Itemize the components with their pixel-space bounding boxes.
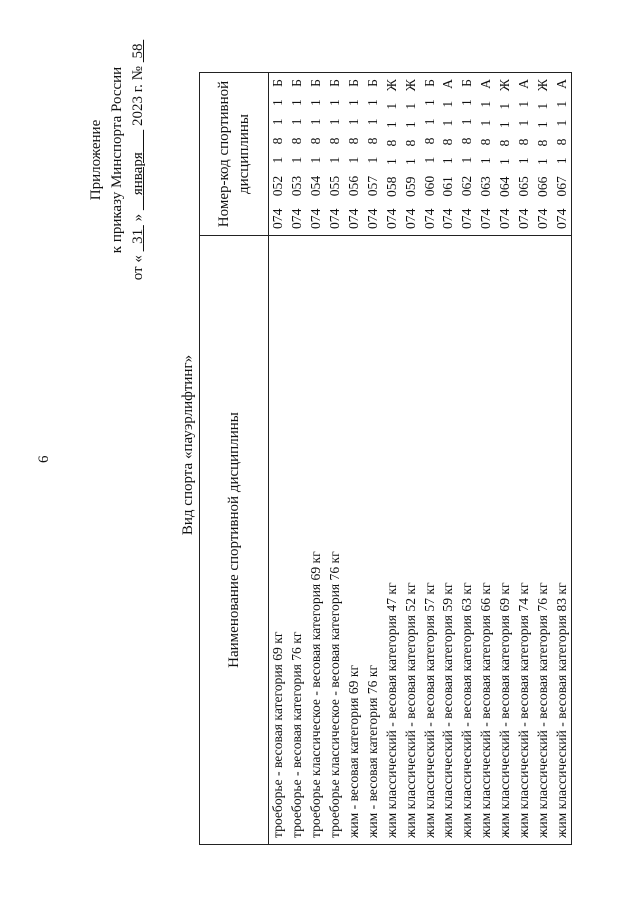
code-part: 066: [534, 176, 550, 197]
code-part: 8: [516, 138, 532, 146]
code-parts: [459, 79, 475, 229]
code-part: 1: [383, 102, 399, 110]
table-row: [552, 73, 571, 845]
code-part: 1: [421, 118, 437, 126]
code-parts: [497, 79, 513, 229]
code-parts: [289, 79, 305, 229]
discipline-code: [382, 73, 401, 236]
code-part: 074: [516, 208, 532, 229]
appendix-title: Приложение: [88, 119, 104, 201]
code-parts: [554, 79, 570, 229]
code-part: 8: [497, 139, 513, 147]
code-part: 074: [289, 208, 305, 229]
discipline-code: [420, 73, 439, 236]
column-header-name: Наименование спортивной дисциплины: [200, 236, 269, 845]
table-row: [363, 73, 382, 845]
code-parts: [308, 79, 324, 229]
code-part: Б: [327, 79, 343, 87]
code-part: 1: [270, 99, 286, 107]
table-row: [401, 73, 420, 845]
code-part: 8: [478, 138, 494, 146]
code-parts: [346, 79, 362, 229]
code-part: 8: [364, 137, 380, 145]
code-part: 8: [459, 137, 475, 145]
code-part: 062: [459, 175, 475, 197]
code-part: 8: [346, 137, 361, 145]
code-part: 074: [327, 208, 343, 229]
code-part: 1: [270, 118, 286, 126]
code-parts: [516, 79, 532, 229]
code-part: 063: [478, 176, 494, 197]
code-parts: [403, 79, 419, 229]
code-part: Ж: [534, 79, 550, 92]
code-part: 1: [516, 100, 532, 108]
code-part: 1: [402, 102, 418, 110]
appendix-date-line: [128, 10, 149, 310]
discipline-name: жим классический - весовая категория 76 кг: [533, 236, 552, 845]
discipline-code: [401, 73, 420, 236]
code-part: 074: [364, 208, 380, 229]
discipline-code: [552, 73, 571, 236]
discipline-code: [477, 73, 496, 236]
code-part: 1: [308, 156, 324, 164]
code-part: 074: [402, 208, 418, 229]
code-part: 1: [289, 99, 305, 107]
code-part: 1: [402, 121, 418, 129]
disciplines-table: [199, 72, 572, 845]
code-part: Б: [459, 79, 475, 87]
discipline-name: троеборье классическое - весовая категория 69 кг: [307, 236, 326, 845]
code-part: 074: [459, 208, 475, 229]
code-part: Ж: [402, 79, 418, 92]
code-part: 1: [534, 158, 550, 165]
code-part: Б: [364, 79, 380, 87]
date-month: января: [130, 152, 146, 196]
code-parts: [384, 79, 400, 229]
code-part: 064: [497, 176, 513, 197]
code-part: 8: [308, 137, 324, 145]
code-part: 1: [516, 157, 532, 165]
table-row: [477, 73, 496, 845]
code-part: 074: [440, 208, 456, 229]
code-part: 074: [534, 208, 550, 229]
code-part: А: [516, 79, 532, 89]
code-part: 061: [440, 176, 456, 197]
page-number: 6: [36, 455, 52, 463]
code-part: 074: [478, 208, 494, 229]
code-parts: [365, 79, 381, 229]
discipline-code: [326, 73, 345, 236]
code-part: 8: [402, 139, 418, 147]
code-part: Б: [289, 79, 305, 87]
code-part: 074: [421, 208, 437, 229]
code-part: 1: [289, 156, 305, 164]
code-part: 065: [516, 176, 532, 197]
code-part: 057: [364, 175, 380, 197]
code-part: 053: [289, 175, 305, 197]
code-part: 054: [308, 175, 324, 197]
code-part: 8: [421, 137, 437, 145]
code-part: 1: [440, 100, 456, 108]
discipline-code: [363, 73, 382, 236]
code-parts: [440, 79, 456, 229]
discipline-code: [307, 73, 326, 236]
sport-title: Вид спорта «пауэрлифтинг»: [180, 354, 196, 536]
table-row: [515, 73, 534, 845]
discipline-code: [439, 73, 458, 236]
code-part: Б: [308, 79, 324, 87]
discipline-name: жим классический - весовая категория 63 кг: [458, 236, 477, 845]
code-part: Ж: [383, 79, 399, 92]
code-part: 074: [383, 208, 399, 229]
code-part: 1: [534, 121, 550, 129]
code-part: 8: [534, 139, 550, 147]
column-header-code: Номер-код спортивной дисциплины: [200, 73, 269, 236]
code-part: 1: [421, 156, 437, 164]
code-part: 060: [421, 175, 437, 197]
table-row: [458, 73, 477, 845]
table-body: [269, 73, 572, 845]
code-part: 074: [270, 208, 286, 229]
code-part: 1: [478, 119, 494, 127]
date-year: 2023 г. №: [130, 66, 146, 127]
discipline-name: жим - весовая категория 76 кг: [363, 236, 382, 845]
code-part: 055: [327, 175, 343, 197]
discipline-name: троеборье - весовая категория 69 кг: [269, 236, 288, 845]
discipline-name: жим классический - весовая категория 57 кг: [420, 236, 439, 845]
discipline-name: жим классический - весовая категория 52 кг: [401, 236, 420, 845]
code-part: 059: [402, 176, 418, 197]
code-part: 8: [270, 137, 286, 145]
code-part: 056: [346, 175, 361, 197]
discipline-name: троеборье классическое - весовая категория 76 кг: [326, 236, 345, 845]
table-row: [269, 73, 288, 845]
code-part: А: [553, 79, 569, 89]
discipline-code: [496, 73, 515, 236]
code-part: 8: [383, 139, 399, 147]
code-part: 1: [497, 158, 513, 165]
code-part: 1: [383, 121, 399, 129]
code-part: 1: [383, 158, 399, 165]
code-part: А: [478, 79, 494, 89]
discipline-code: [288, 73, 307, 236]
order-number: 58: [130, 43, 146, 59]
code-part: 1: [289, 118, 305, 126]
code-part: 067: [553, 176, 569, 197]
code-part: 1: [327, 156, 343, 164]
code-part: 1: [459, 156, 475, 164]
code-part: 1: [421, 99, 437, 107]
code-part: 074: [308, 208, 324, 229]
code-part: 074: [553, 208, 569, 229]
appendix-order-ref: к приказу Минспорта России: [109, 66, 125, 254]
table-row: [420, 73, 439, 845]
discipline-code: [345, 73, 364, 236]
code-part: Б: [346, 79, 361, 87]
code-part: 1: [327, 99, 343, 107]
code-part: 1: [497, 121, 513, 129]
discipline-name: жим классический - весовая категория 59 кг: [439, 236, 458, 845]
code-part: 1: [534, 102, 550, 110]
code-part: 1: [553, 100, 569, 108]
discipline-code: [458, 73, 477, 236]
table-row: [326, 73, 345, 845]
code-part: 1: [553, 157, 569, 165]
code-part: Б: [421, 79, 437, 87]
discipline-name: жим классический - весовая категория 66 кг: [477, 236, 496, 845]
code-parts: [270, 79, 286, 229]
code-part: 8: [327, 137, 343, 145]
table-row: [345, 73, 364, 845]
table-row: [496, 73, 515, 845]
code-part: 8: [553, 138, 569, 146]
code-part: 074: [497, 208, 513, 229]
code-part: 1: [346, 99, 361, 107]
discipline-code: [533, 73, 552, 236]
code-part: 1: [270, 156, 286, 164]
date-prefix: от «: [130, 255, 146, 281]
discipline-name: жим классический - весовая категория 47 кг: [382, 236, 401, 845]
code-part: 1: [459, 99, 475, 107]
table-row: [288, 73, 307, 845]
code-part: 1: [440, 157, 456, 165]
date-mid: »: [130, 213, 146, 222]
code-part: 058: [383, 176, 399, 197]
discipline-name: жим классический - весовая категория 83 кг: [552, 236, 571, 845]
code-part: 1: [478, 100, 494, 108]
discipline-code: [269, 73, 288, 236]
code-part: Б: [270, 79, 286, 87]
code-part: 1: [364, 118, 380, 126]
code-part: 1: [364, 99, 380, 107]
table-row: [439, 73, 458, 845]
code-part: Ж: [497, 79, 513, 92]
code-part: 074: [346, 208, 361, 229]
table-row: [382, 73, 401, 845]
code-part: 1: [478, 157, 494, 165]
code-part: 1: [308, 99, 324, 107]
code-part: 1: [346, 118, 361, 126]
code-part: 1: [553, 119, 569, 127]
code-parts: [422, 79, 438, 229]
code-parts: [327, 79, 343, 229]
code-parts: [478, 79, 494, 229]
table-header-row: [200, 73, 269, 845]
code-part: 1: [346, 156, 361, 164]
code-part: 1: [364, 156, 380, 164]
code-part: 1: [308, 118, 324, 126]
code-parts: [535, 79, 551, 229]
code-part: 1: [440, 119, 456, 127]
appendix-header: [86, 10, 149, 310]
discipline-name: троеборье - весовая категория 76 кг: [288, 236, 307, 845]
code-part: 1: [459, 118, 475, 126]
discipline-name: жим классический - весовая категория 69 кг: [496, 236, 515, 845]
discipline-code: [515, 73, 534, 236]
table-row: [533, 73, 552, 845]
discipline-name: жим - весовая категория 69 кг: [345, 236, 364, 845]
table-row: [307, 73, 326, 845]
date-day: 31: [130, 228, 146, 244]
code-part: А: [440, 79, 456, 89]
code-part: 8: [440, 138, 456, 146]
discipline-name: жим классический - весовая категория 74 кг: [515, 236, 534, 845]
code-part: 1: [516, 119, 532, 127]
code-part: 8: [289, 137, 305, 145]
code-part: 052: [270, 175, 286, 197]
code-part: 1: [402, 158, 418, 165]
code-part: 1: [327, 118, 343, 126]
code-part: 1: [497, 102, 513, 110]
